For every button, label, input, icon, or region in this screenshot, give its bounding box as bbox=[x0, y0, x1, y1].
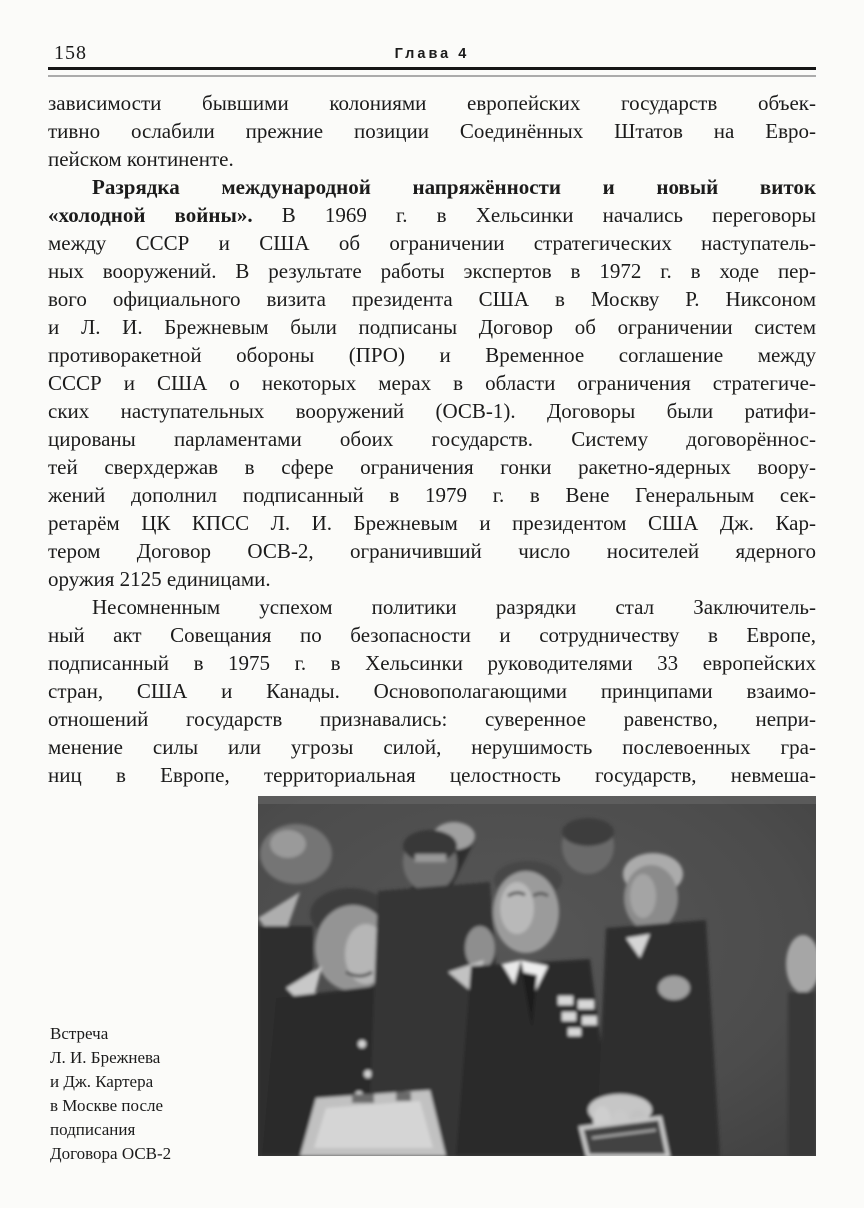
header-rule-thin bbox=[48, 75, 816, 77]
photo-illustration bbox=[258, 796, 816, 1156]
page-content bbox=[48, 0, 816, 1208]
text-line: ный акт Совещания по безопасности и сотрудничеству в Европе, bbox=[48, 623, 816, 647]
text-line: зависимости бывшими колониями европейских государств объек- bbox=[48, 91, 816, 115]
text-line: пейском континенте. bbox=[48, 147, 234, 171]
text-line: оружия 2125 единицами. bbox=[48, 567, 271, 591]
text-line: тей сверхдержав в сфере ограничения гонки ракетно-ядерных воору- bbox=[48, 455, 816, 479]
caption-line: в Москве после bbox=[50, 1096, 164, 1115]
text-line: цированы парламентами обоих государств. Систему договорённос- bbox=[48, 427, 816, 451]
text-line: ниц в Европе, территориальная целостность государств, невмеша- bbox=[48, 763, 816, 787]
chapter-title: Глава 4 bbox=[394, 46, 470, 62]
body-text bbox=[48, 89, 816, 789]
photo-caption bbox=[50, 1022, 250, 1166]
figure bbox=[48, 796, 816, 1162]
photo-brezhnev-carter-meeting bbox=[258, 796, 816, 1156]
text-line: менение силы или угрозы силой, нерушимость послевоенных гра- bbox=[48, 735, 816, 759]
paragraph bbox=[48, 173, 816, 593]
caption-line: Договора ОСВ-2 bbox=[50, 1144, 172, 1163]
paragraph bbox=[48, 89, 816, 173]
text-line: подписанный в 1975 г. в Хельсинки руководителями 33 европейских bbox=[48, 651, 816, 675]
text-line: тивно ослабили прежние позиции Соединённых Штатов на Евро- bbox=[48, 119, 816, 143]
header-rule-thick bbox=[48, 67, 816, 70]
text-line: ных вооружений. В результате работы экспертов в 1972 г. в ходе пер- bbox=[48, 259, 816, 283]
text-line: вого официального визита президента США в Москву Р. Никсоном bbox=[48, 287, 816, 311]
page-header bbox=[48, 0, 816, 66]
text-line: Разрядка международной напряжённости и новый виток bbox=[92, 175, 816, 199]
text-line: тером Договор ОСВ-2, ограничивший число носителей ядерного bbox=[48, 539, 816, 563]
text-line: стран, США и Канады. Основополагающими принципами взаимо- bbox=[48, 679, 816, 703]
text-line: отношений государств признавались: суверенное равенство, непри- bbox=[48, 707, 816, 731]
caption-line: Л. И. Брежнева bbox=[50, 1048, 161, 1067]
caption-line: и Дж. Картера bbox=[50, 1072, 154, 1091]
page-number: 158 bbox=[54, 42, 87, 64]
text-line: «холодной войны». В 1969 г. в Хельсинки начались переговоры bbox=[48, 203, 816, 227]
caption-line: подписания bbox=[50, 1120, 136, 1139]
text-line: ских наступательных вооружений (ОСВ-1). Договоры были ратифи- bbox=[48, 399, 816, 423]
text-line: Несомненным успехом политики разрядки стал Заключитель- bbox=[92, 595, 816, 619]
caption-line: Встреча bbox=[50, 1024, 109, 1043]
text-line: противоракетной обороны (ПРО) и Временное соглашение между bbox=[48, 343, 816, 367]
text-line: между СССР и США об ограничении стратегических наступатель- bbox=[48, 231, 816, 255]
text-line: и Л. И. Брежневым были подписаны Договор об ограничении систем bbox=[48, 315, 816, 339]
paragraph bbox=[48, 593, 816, 789]
text-line: СССР и США о некоторых мерах в области ограничения стратегиче- bbox=[48, 371, 816, 395]
text-line: жений дополнил подписанный в 1979 г. в Вене Генеральным сек- bbox=[48, 483, 816, 507]
text-line: ретарём ЦК КПСС Л. И. Брежневым и президентом США Дж. Кар- bbox=[48, 511, 816, 535]
